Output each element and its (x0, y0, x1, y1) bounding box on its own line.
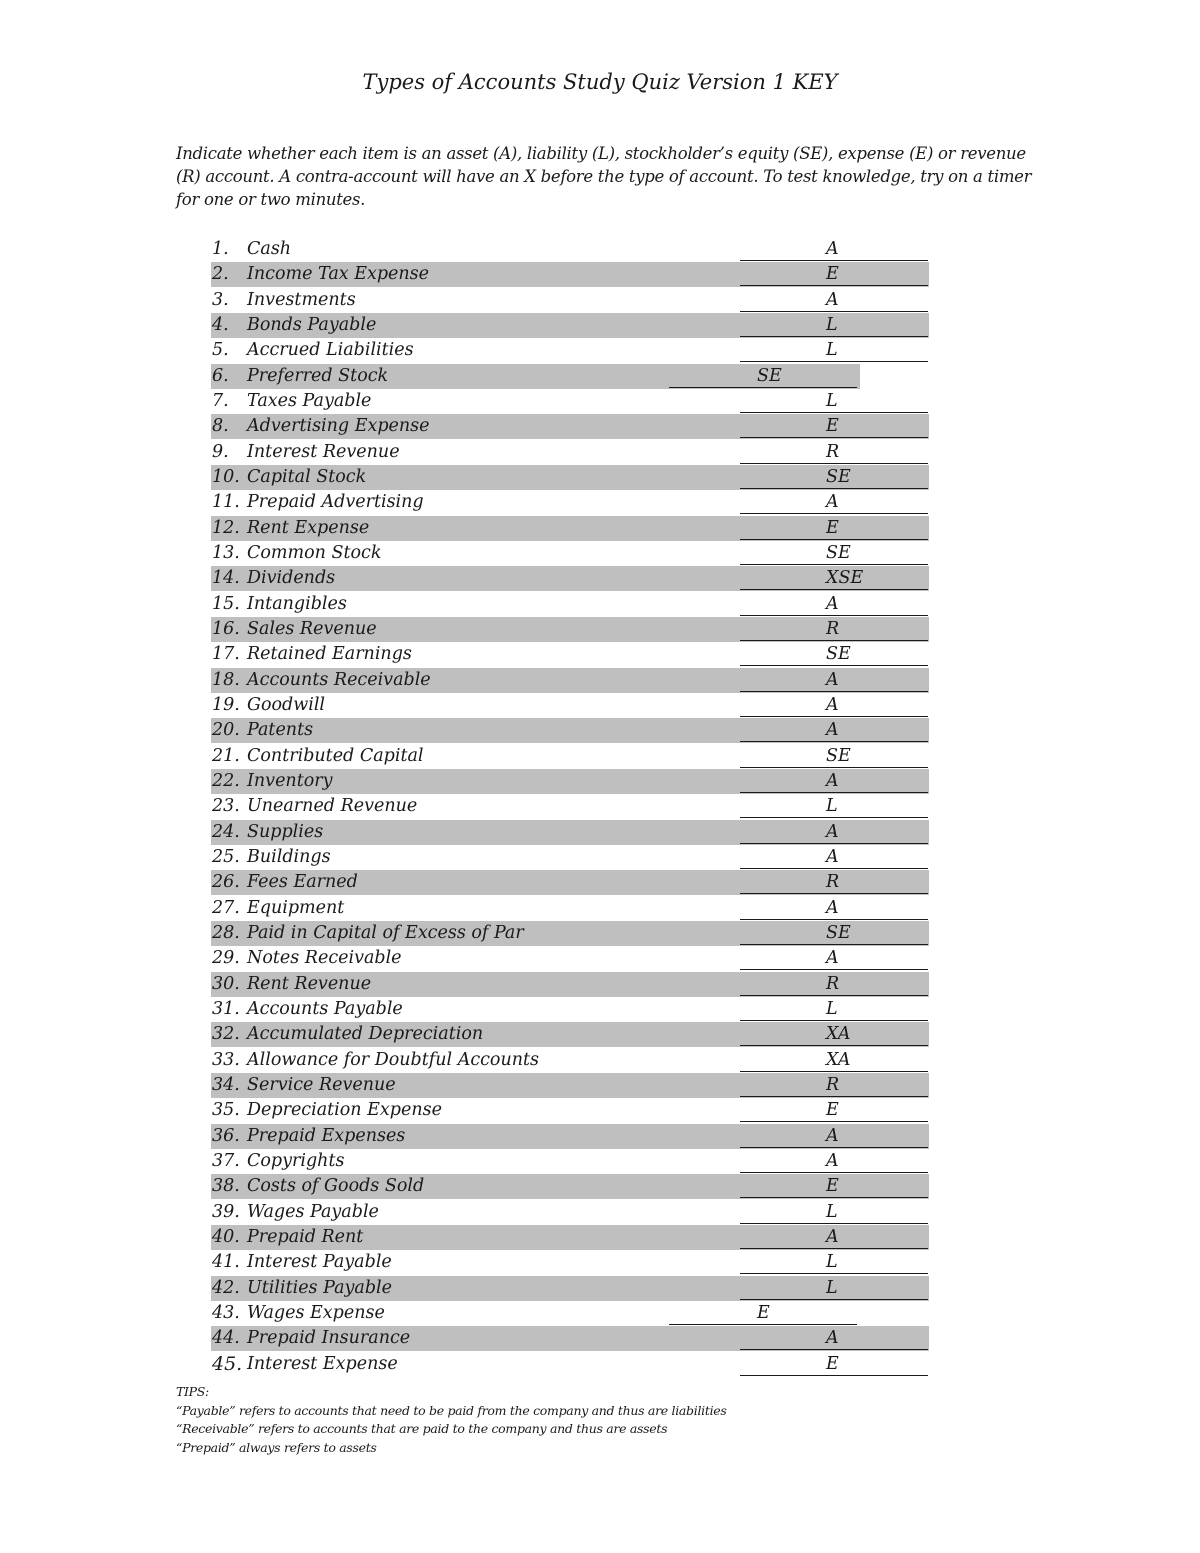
item-number: 9. (212, 441, 229, 462)
account-name: Supplies (247, 821, 324, 842)
item-number: 11. (212, 492, 240, 513)
quiz-item-row (0, 744, 1200, 769)
answer-blank (740, 567, 928, 590)
item-number: 35. (212, 1100, 240, 1121)
item-number: 30. (212, 973, 240, 994)
item-number: 8. (212, 416, 229, 437)
answer-blank (740, 1277, 928, 1300)
quiz-item-row (0, 440, 1200, 465)
answer-value: A (826, 948, 839, 969)
quiz-item-row (0, 1276, 1200, 1301)
account-name: Advertising Expense (247, 416, 430, 437)
account-name: Depreciation Expense (247, 1100, 442, 1121)
account-name: Buildings (247, 846, 331, 867)
quiz-item-row (0, 1098, 1200, 1123)
answer-value: L (826, 1252, 838, 1273)
answer-blank (740, 1099, 928, 1122)
account-name: Inventory (247, 770, 333, 791)
item-number: 1. (212, 239, 229, 259)
account-name: Investments (247, 289, 356, 310)
answer-value: A (826, 694, 839, 715)
answer-blank (740, 998, 928, 1021)
account-name: Taxes Payable (247, 390, 372, 411)
item-number: 44. (212, 1328, 240, 1349)
quiz-item-row (0, 1225, 1200, 1250)
item-number: 25. (212, 846, 240, 867)
quiz-item-row (0, 1073, 1200, 1098)
quiz-item-row (0, 794, 1200, 819)
answer-blank (740, 542, 928, 565)
quiz-item-row (0, 338, 1200, 363)
account-name: Accrued Liabilities (247, 340, 414, 361)
account-name: Prepaid Expenses (247, 1125, 406, 1146)
account-name: Unearned Revenue (247, 796, 418, 817)
account-name: Dividends (247, 568, 336, 589)
quiz-item-row (0, 1048, 1200, 1073)
quiz-item-row (0, 870, 1200, 895)
answer-blank (740, 314, 928, 337)
quiz-item-row (0, 1022, 1200, 1047)
answer-value: SE (826, 466, 851, 487)
answer-value: A (826, 492, 839, 513)
account-name: Capital Stock (247, 466, 367, 487)
quiz-item-row (0, 414, 1200, 439)
quiz-item-row (0, 288, 1200, 313)
answer-value: A (826, 897, 839, 918)
answer-blank (740, 1125, 928, 1148)
answer-blank (740, 821, 928, 844)
item-number: 45. (212, 1352, 243, 1375)
account-name: Costs of Goods Sold (247, 1176, 425, 1197)
account-name: Utilities Payable (247, 1277, 392, 1298)
answer-value: SE (757, 365, 782, 386)
account-name: Accounts Payable (247, 998, 403, 1019)
answer-blank (740, 1074, 928, 1097)
account-name: Prepaid Insurance (247, 1328, 411, 1349)
item-number: 31. (212, 998, 240, 1019)
quiz-item-row (0, 1174, 1200, 1199)
quiz-item-row (0, 921, 1200, 946)
tips-heading: TIPS: (176, 1384, 209, 1399)
item-number: 15. (212, 593, 240, 614)
item-number: 5. (212, 340, 229, 361)
answer-value: SE (826, 542, 851, 563)
item-number: 3. (212, 289, 229, 310)
quiz-item-row (0, 972, 1200, 997)
quiz-item-row (0, 946, 1200, 971)
answer-value: R (826, 973, 840, 994)
item-number: 37. (212, 1150, 240, 1171)
account-name: Rent Expense (247, 517, 370, 538)
answer-blank (740, 618, 928, 641)
account-name: Copyrights (247, 1150, 345, 1171)
item-number: 6. (212, 365, 229, 386)
answer-value: A (826, 1125, 839, 1146)
answer-blank (740, 846, 928, 869)
answer-blank (740, 795, 928, 818)
answer-blank (740, 517, 928, 540)
quiz-item-row (0, 769, 1200, 794)
quiz-item-row (0, 516, 1200, 541)
answer-value: E (826, 517, 839, 538)
item-number: 40. (212, 1226, 240, 1247)
item-number: 34. (212, 1074, 240, 1095)
answer-value: XSE (826, 568, 864, 589)
item-number: 36. (212, 1125, 240, 1146)
answer-blank (740, 491, 928, 514)
account-name: Wages Expense (247, 1302, 385, 1323)
quiz-item-row (0, 592, 1200, 617)
answer-blank (740, 441, 928, 464)
item-number: 13. (212, 542, 240, 563)
answer-value: A (826, 720, 839, 741)
quiz-item-row (0, 1250, 1200, 1275)
answer-blank (740, 947, 928, 970)
answer-value: E (826, 264, 839, 285)
answer-blank (740, 770, 928, 793)
answer-value: XA (826, 1024, 851, 1045)
answer-value: L (826, 1201, 838, 1222)
answer-blank (740, 1023, 928, 1046)
answer-blank (740, 897, 928, 920)
item-number: 43. (212, 1302, 240, 1323)
item-number: 20. (212, 720, 240, 741)
quiz-item-row (0, 364, 1200, 389)
answer-blank (740, 1150, 928, 1173)
quiz-item-row (0, 541, 1200, 566)
item-number: 4. (212, 314, 229, 335)
answer-value: L (826, 998, 838, 1019)
answer-value: R (826, 1074, 840, 1095)
answer-value: R (826, 618, 840, 639)
item-number: 29. (212, 948, 240, 969)
item-number: 24. (212, 821, 240, 842)
quiz-item-row (0, 845, 1200, 870)
answer-value: L (826, 340, 838, 361)
answer-value: R (826, 441, 840, 462)
account-name: Patents (247, 720, 314, 741)
item-number: 23. (212, 796, 240, 817)
account-name: Wages Payable (247, 1201, 379, 1222)
account-name: Paid in Capital of Excess of Par (247, 922, 524, 943)
answer-value: A (826, 1226, 839, 1247)
account-name: Contributed Capital (247, 745, 424, 766)
answer-blank (740, 643, 928, 666)
answer-value: A (826, 593, 839, 614)
item-number: 39. (212, 1201, 240, 1222)
quiz-item-row (0, 617, 1200, 642)
account-name: Prepaid Rent (247, 1226, 364, 1247)
answer-value: A (826, 846, 839, 867)
account-name: Notes Receivable (247, 948, 402, 969)
item-number: 2. (212, 264, 229, 285)
answer-blank (740, 1201, 928, 1224)
answer-blank (740, 238, 928, 261)
answer-value: L (826, 390, 838, 411)
account-name: Accounts Receivable (247, 669, 431, 690)
answer-value: A (826, 669, 839, 690)
tip-line: “Receivable” refers to accounts that are paid to the company and thus are assets (176, 1421, 668, 1436)
account-name: Equipment (247, 897, 345, 918)
item-number: 41. (212, 1252, 240, 1273)
instructions-paragraph: Indicate whether each item is an asset (A), liability (L), stockholder’s equity (SE), expense (E) or revenue (R) account. A contra-account will have an X before the type of account. To test knowledge, try on a timer for one or two minutes. (176, 144, 1032, 209)
account-name: Rent Revenue (247, 973, 372, 994)
account-name: Allowance for Doubtful Accounts (247, 1049, 540, 1070)
quiz-item-row (0, 1200, 1200, 1225)
item-number: 22. (212, 770, 240, 791)
answer-value: A (826, 1328, 839, 1349)
item-number: 14. (212, 568, 240, 589)
quiz-item-row (0, 465, 1200, 490)
answer-value: SE (826, 922, 851, 943)
answer-value: A (826, 289, 839, 310)
answer-value: A (826, 770, 839, 791)
answer-blank (740, 922, 928, 945)
account-name: Service Revenue (247, 1074, 396, 1095)
item-number: 27. (212, 897, 240, 918)
tips-section (176, 1383, 727, 1457)
answer-value: A (826, 821, 839, 842)
account-name: Sales Revenue (247, 618, 377, 639)
quiz-item-row (0, 1326, 1200, 1351)
answer-value: L (826, 796, 838, 817)
answer-blank (740, 415, 928, 438)
quiz-item-row (0, 997, 1200, 1022)
quiz-item-row (0, 237, 1200, 262)
item-number: 12. (212, 517, 240, 538)
answer-value: XA (826, 1049, 851, 1070)
answer-value: A (826, 239, 839, 259)
quiz-item-row (0, 262, 1200, 287)
item-number: 33. (212, 1049, 240, 1070)
quiz-item-row (0, 1149, 1200, 1174)
answer-value: L (826, 314, 838, 335)
answer-blank (669, 1302, 857, 1325)
answer-blank (669, 365, 857, 388)
answer-blank (740, 263, 928, 286)
item-number: 26. (212, 872, 240, 893)
answer-blank (740, 669, 928, 692)
answer-blank (740, 1175, 928, 1198)
answer-blank (740, 719, 928, 742)
item-number: 42. (212, 1277, 240, 1298)
account-name: Common Stock (247, 542, 382, 563)
answer-blank (740, 871, 928, 894)
answer-blank (740, 1226, 928, 1249)
answer-blank (740, 593, 928, 616)
item-number: 10. (212, 466, 240, 487)
item-number: 32. (212, 1024, 240, 1045)
quiz-item-row (0, 668, 1200, 693)
account-name: Goodwill (247, 694, 326, 715)
account-name: Retained Earnings (247, 644, 412, 665)
answer-blank (740, 1049, 928, 1072)
answer-value: R (826, 872, 840, 893)
answer-blank (740, 466, 928, 489)
account-name: Fees Earned (247, 872, 358, 893)
answer-value: L (826, 1277, 838, 1298)
quiz-item-row (0, 490, 1200, 515)
item-number: 38. (212, 1176, 240, 1197)
answer-value: A (826, 1150, 839, 1171)
account-name: Intangibles (247, 593, 347, 614)
page-title: Types of Accounts Study Quiz Version 1 KEY (362, 70, 838, 94)
answer-value: E (826, 416, 839, 437)
item-number: 18. (212, 669, 240, 690)
quiz-item-row (0, 896, 1200, 921)
quiz-item-row (0, 718, 1200, 743)
account-name: Cash (247, 239, 292, 259)
tip-line: “Payable” refers to accounts that need to be paid from the company and thus are liabilities (176, 1402, 727, 1418)
quiz-item-row (0, 313, 1200, 338)
answer-blank (740, 1327, 928, 1350)
quiz-item-row (0, 566, 1200, 591)
quiz-item-row (0, 1124, 1200, 1149)
item-number: 28. (212, 922, 240, 943)
item-number: 7. (212, 390, 229, 411)
account-name: Bonds Payable (247, 314, 377, 335)
answer-value: E (826, 1100, 839, 1121)
tip-line: “Prepaid” always refers to assets (176, 1439, 377, 1455)
answer-value: SE (826, 745, 851, 766)
quiz-item-row (0, 642, 1200, 667)
quiz-item-row (0, 1301, 1200, 1326)
quiz-item-row (0, 820, 1200, 845)
item-number: 21. (212, 745, 240, 766)
answer-value: E (757, 1302, 770, 1323)
account-name: Prepaid Advertising (247, 492, 424, 513)
answer-blank (740, 973, 928, 996)
account-name: Accumulated Depreciation (247, 1024, 484, 1045)
answer-value: E (826, 1176, 839, 1197)
quiz-item-row (0, 693, 1200, 718)
account-name: Interest Payable (247, 1252, 392, 1273)
answer-blank (740, 745, 928, 768)
account-name: Interest Expense (247, 1353, 398, 1374)
account-name: Interest Revenue (247, 441, 400, 462)
quiz-item-row (0, 1352, 1200, 1377)
answer-value: E (826, 1353, 839, 1374)
quiz-item-row (0, 389, 1200, 414)
account-name: Preferred Stock (247, 365, 389, 386)
answer-blank (740, 390, 928, 413)
answer-value: SE (826, 644, 851, 665)
item-number: 19. (212, 694, 240, 715)
item-number: 17. (212, 644, 240, 665)
answer-blank (740, 694, 928, 717)
answer-blank (740, 1251, 928, 1274)
account-name: Income Tax Expense (247, 264, 430, 285)
answer-blank (740, 339, 928, 362)
item-number: 16. (212, 618, 240, 639)
answer-blank (740, 289, 928, 312)
answer-blank (740, 1353, 928, 1376)
